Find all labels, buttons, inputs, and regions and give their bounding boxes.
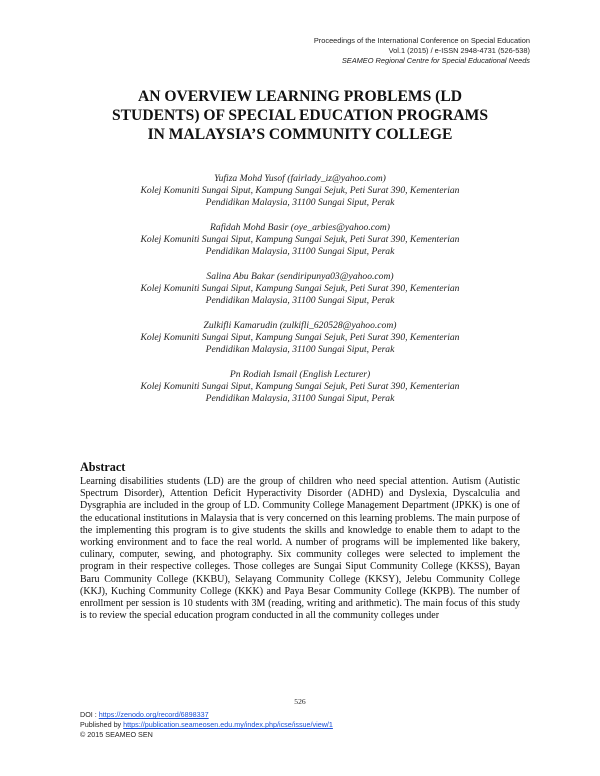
author-affiliation: Pendidikan Malaysia, 31100 Sungai Siput, Perak (205, 344, 395, 355)
author-block (0, 270, 600, 307)
doi-label: DOI : (80, 710, 99, 719)
header-proceedings: Proceedings of the International Conference on Special Education (313, 36, 530, 45)
author-affiliation: Kolej Komuniti Sungai Siput, Kampung Sungai Sejuk, Peti Surat 390, Kementerian (140, 381, 460, 392)
author-affiliation: Pendidikan Malaysia, 31100 Sungai Siput, Perak (205, 197, 395, 208)
author-block (0, 319, 600, 356)
author-affiliation: Kolej Komuniti Sungai Siput, Kampung Sungai Sejuk, Peti Surat 390, Kementerian (140, 234, 460, 245)
published-link[interactable]: https://publication.seameosen.edu.my/index.php/icse/issue/view/1 (123, 720, 333, 729)
header-volume: Vol.1 (2015) / e-ISSN 2948-4731 (526-538) (388, 46, 530, 55)
author-name: Zulkifli Kamarudin (zulkifli_620528@yahoo.com) (203, 320, 397, 331)
author-affiliation: Kolej Komuniti Sungai Siput, Kampung Sungai Sejuk, Peti Surat 390, Kementerian (140, 185, 460, 196)
paper-title (80, 87, 520, 144)
title-line: AN OVERVIEW LEARNING PROBLEMS (LD (137, 88, 463, 105)
running-header (314, 36, 530, 66)
author-name: Yufiza Mohd Yusof (fairlady_iz@yahoo.com) (214, 173, 386, 184)
title-line: STUDENTS) OF SPECIAL EDUCATION PROGRAMS (111, 107, 489, 124)
published-line (80, 720, 333, 730)
abstract-text: Learning disabilities students (LD) are the group of children who need special attention. Autism (Autistic Spectrum Disorder), Attention Deficit Hyperactivity Disorder (ADHD) and Dyslexia, Dyscalculia and Dysgraphia are included in the group of LD. Community College Management Department (JPKK) is one of the educational institutions in Malaysia that is very concerned on this learning problems. The main purpose of the implementing this program is to give students the skills and knowledge to enable them to adapt to the working environment and to face the real world. A number of programs will be implemented like bakery, culinary, computer, sewing, and photography. Six community colleges were selected to implement the program in their respective colleges. Those colleges are Sungai Siput Community College (KKSS), Bayan Baru Community College (KKBU), Selayang Community College (KKSY), Jelebu Community College (KKJ), Kuching Community College (KKK) and Paya Besar Community College (KKPB). The number of enrollment per session is 10 students with 3M (reading, writing and arithmetic). The main focus of this study is to review the special education program conducted in all the community colleges under (80, 476, 520, 622)
author-name: Pn Rodiah Ismail (English Lecturer) (229, 369, 371, 380)
author-affiliation: Pendidikan Malaysia, 31100 Sungai Siput, Perak (205, 393, 395, 404)
copyright: © 2015 SEAMEO SEN (80, 730, 153, 739)
abstract-heading: Abstract (80, 460, 126, 474)
doi-line (80, 710, 333, 720)
author-list (0, 172, 600, 417)
author-name: Salina Abu Bakar (sendiripunya03@yahoo.com) (206, 271, 394, 282)
author-affiliation: Pendidikan Malaysia, 31100 Sungai Siput, Perak (205, 246, 395, 257)
footer (80, 710, 333, 740)
author-name: Rafidah Mohd Basir (oye_arbies@yahoo.com) (210, 222, 390, 233)
header-organization: SEAMEO Regional Centre for Special Educational Needs (341, 56, 530, 65)
author-affiliation: Kolej Komuniti Sungai Siput, Kampung Sungai Sejuk, Peti Surat 390, Kementerian (140, 332, 460, 343)
author-affiliation: Kolej Komuniti Sungai Siput, Kampung Sungai Sejuk, Peti Surat 390, Kementerian (140, 283, 460, 294)
doi-link[interactable]: https://zenodo.org/record/6898337 (98, 710, 209, 719)
published-label: Published by (80, 720, 124, 729)
author-block (0, 221, 600, 258)
title-line: IN MALAYSIA’S COMMUNITY COLLEGE (147, 126, 453, 143)
author-affiliation: Pendidikan Malaysia, 31100 Sungai Siput, Perak (205, 295, 395, 306)
author-block (0, 172, 600, 209)
author-block (0, 368, 600, 405)
page-number: 526 (294, 697, 306, 706)
